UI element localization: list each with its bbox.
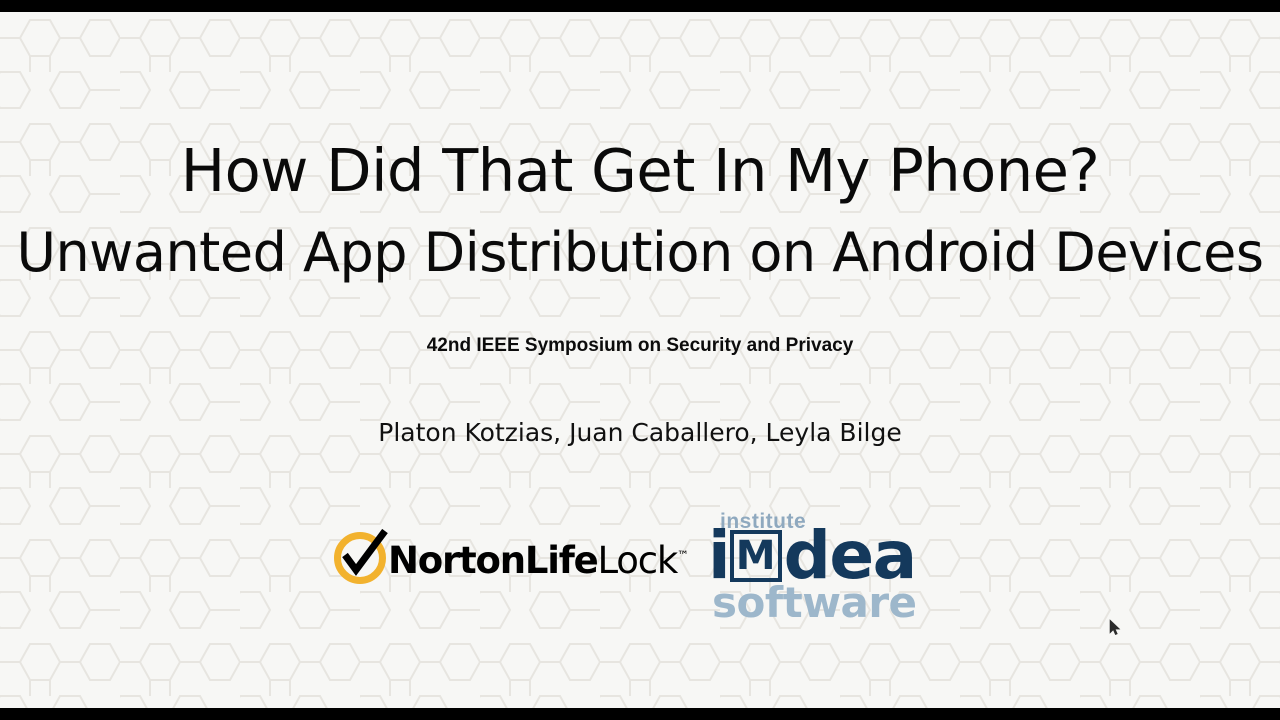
imdea-letter-i: i [708,516,729,594]
imdea-letter-m: M [735,533,776,579]
letterbox-bottom [0,708,1280,720]
slide-venue: 42nd IEEE Symposium on Security and Privacy [426,335,854,356]
slide-content [0,12,1280,708]
norton-wordmark-light: Lock [597,538,678,582]
norton-wordmark-bold: NortonLife [388,538,598,582]
logo-row [0,504,1280,654]
letterbox-top [0,0,1280,12]
norton-checkmark-icon [334,532,392,588]
slide-authors: Platon Kotzias, Juan Caballero, Leyla Bilge [378,418,902,447]
imdea-software-logo [708,510,917,640]
mouse-cursor [1109,619,1121,637]
norton-wordmark [388,539,689,582]
presentation-slide [0,12,1280,708]
imdea-software-label: software [712,578,917,627]
imdea-institute-label: institute [720,510,807,533]
norton-trademark: ™ [677,548,690,563]
imdea-letter-m-box [730,530,782,582]
slide-title-line2: Unwanted App Distribution on Android Devices [16,221,1264,284]
nortonlifelock-logo [334,532,689,588]
imdea-letters-dea: dea [783,516,916,594]
slide-title-line1: How Did That Get In My Phone? [180,136,1100,205]
